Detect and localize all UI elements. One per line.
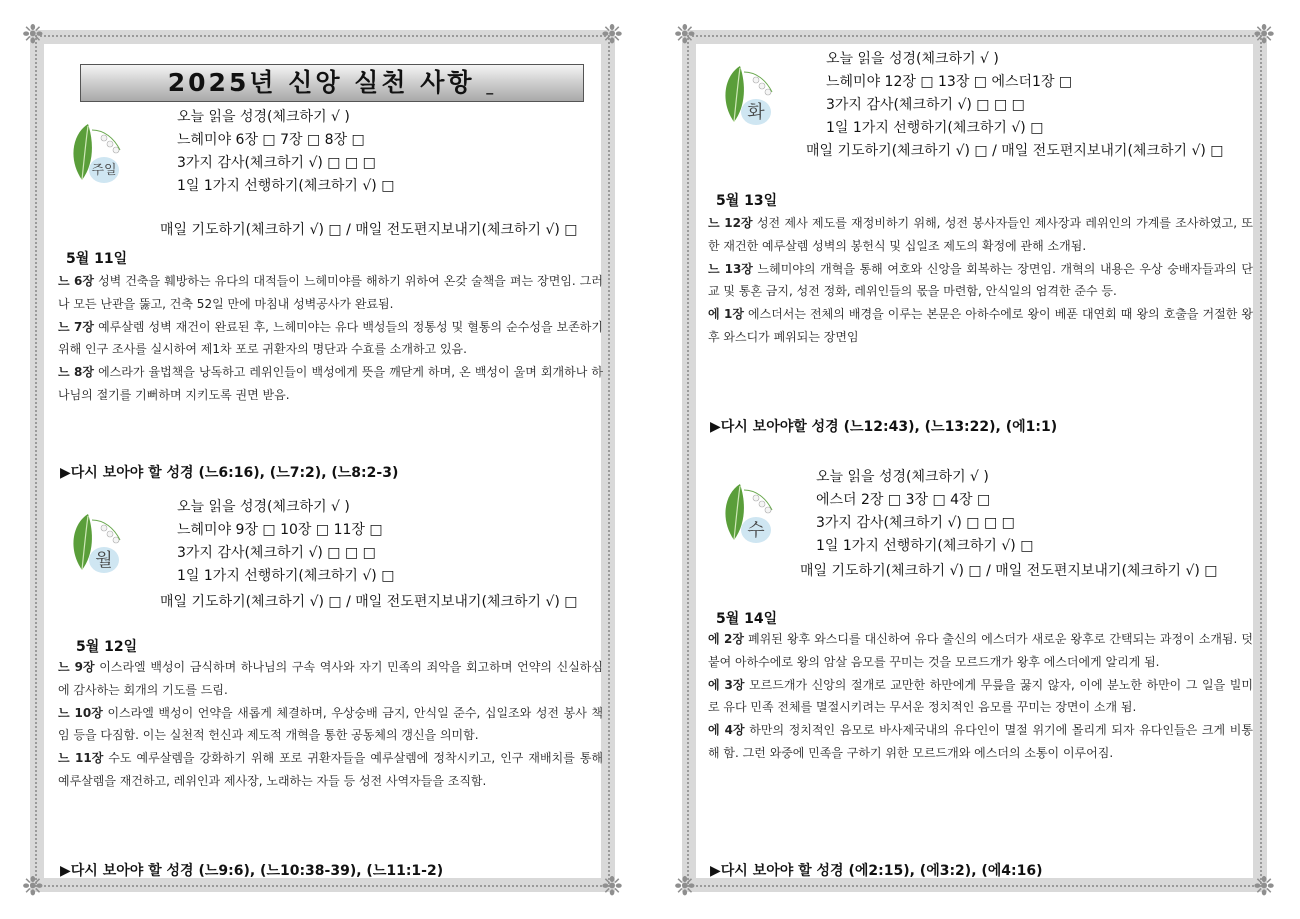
- corner-ornament-icon: ❉: [601, 20, 623, 50]
- corner-ornament-icon: ❉: [674, 872, 696, 902]
- day-checklist: [816, 466, 1033, 558]
- checklist-daily[interactable]: 매일 기도하기(체크하기 √) □ / 매일 전도편지보내기(체크하기 √) □: [806, 143, 1224, 159]
- checklist-good-deed[interactable]: 1일 1가지 선행하기(체크하기 √) □: [177, 568, 395, 584]
- paragraph-text: 이스라엘 백성이 언약을 새롭게 체결하며, 우상숭배 금지, 안식일 준수, 십일조와 성전 봉사 책임 등을 다짐함. 이는 실천적 헌신과 제도적 개혁을 통한 공동체의 갱신을 의미함.: [58, 705, 603, 743]
- right-page: [674, 20, 1275, 902]
- checklist-reading[interactable]: 느헤미야 6장 □ 7장 □ 8장 □: [177, 132, 365, 148]
- paragraph-text: 느헤미야의 개혁을 통해 여호와 신앙을 회복하는 장면임. 개혁의 내용은 우상 숭배자들과의 단교 및 통혼 금지, 성전 정화, 레위인들의 몫을 마련함, 안식일의 엄격한 준수 등.: [708, 261, 1254, 299]
- date-heading: 5월 12일: [76, 639, 138, 655]
- paragraph-text: 모르드개가 신앙의 절개로 교만한 하만에게 무릎을 꿇지 않자, 이에 분노한 하만이 그 일을 빌미로 유다 민족 전체를 멸절시키려는 무서운 정치적인 음모를 꾸미는 장면이 소개 됨.: [708, 677, 1253, 715]
- commentary: [708, 212, 1253, 349]
- paragraph-text: 에스더서는 전체의 배경을 이루는 본문은 아하수에로 왕이 베푼 대연회 때 왕의 호출을 거절한 왕후 와스디가 폐위되는 장면임: [708, 307, 1253, 344]
- chapter-ref: 에 1장: [708, 307, 744, 322]
- paragraph-text: 하만의 정치적인 음모로 바사제국내의 유다인이 멸절 위기에 몰리게 되자 유다인들은 크게 비통해 함. 그런 와중에 민족을 구하기 위한 모르드개와 에스더의 소통이 이루어짐.: [708, 723, 1253, 760]
- checklist-gratitude[interactable]: 3가지 감사(체크하기 √) □ □ □: [177, 545, 376, 561]
- checklist-good-deed[interactable]: 1일 1가지 선행하기(체크하기 √) □: [826, 120, 1044, 136]
- checklist-gratitude[interactable]: 3가지 감사(체크하기 √) □ □ □: [826, 97, 1025, 113]
- chapter-ref: 느 11장: [58, 751, 104, 766]
- review-verses: ▶다시 보아야 할 성경 (에2:15), (에3:2), (에4:16): [710, 863, 1043, 879]
- commentary-paragraph: [58, 656, 603, 702]
- date-heading: 5월 11일: [66, 251, 128, 267]
- paragraph-text: 에스라가 율법책을 낭독하고 레위인들이 백성에게 뜻을 깨닫게 하며, 온 백성이 울며 회개하나 하나님의 절기를 기뻐하며 지키도록 권면 받음.: [58, 365, 603, 402]
- lily-leaf-icon: [64, 120, 134, 190]
- day-checklist: [177, 496, 394, 588]
- checklist-daily[interactable]: 매일 기도하기(체크하기 √) □ / 매일 전도편지보내기(체크하기 √) □: [160, 594, 578, 610]
- corner-ornament-icon: ❉: [22, 872, 44, 902]
- commentary-paragraph: [708, 719, 1253, 765]
- checklist-reading[interactable]: 느헤미야 9장 □ 10장 □ 11장 □: [177, 522, 383, 538]
- chapter-ref: 에 2장: [708, 632, 744, 646]
- review-verses: ▶다시 보아야 할 성경 (느9:6), (느10:38-39), (느11:1-2): [60, 863, 444, 879]
- commentary-paragraph: [708, 212, 1253, 258]
- day-icon-label: 화: [747, 102, 765, 123]
- day-icon-label: 수: [747, 520, 765, 541]
- chapter-ref: 에 3장: [708, 677, 745, 692]
- commentary: [708, 628, 1253, 765]
- page-title: [80, 64, 584, 102]
- page-title-suffix: _: [486, 79, 497, 95]
- chapter-ref: 느 12장: [708, 216, 753, 230]
- paragraph-text: 성벽 건축을 훼방하는 유다의 대적들이 느헤미야를 해하기 위하여 온갖 술책을 펴는 장면임. 그러나 모든 난관을 뚫고, 건축 52일 만에 마침내 성벽공사가 완료됨.: [58, 274, 603, 311]
- chapter-ref: 느 10장: [58, 705, 103, 720]
- checklist-good-deed[interactable]: 1일 1가지 선행하기(체크하기 √) □: [177, 178, 395, 194]
- paragraph-text: 성전 제사 제도를 재정비하기 위해, 성전 봉사자들인 제사장과 레위인의 가계를 조사하였고, 또한 재건한 예루살렘 성벽의 봉헌식 및 십일조 제도의 확정에 관해 소개됨.: [708, 216, 1254, 253]
- corner-ornament-icon: ❉: [22, 20, 44, 50]
- commentary-paragraph: [58, 316, 603, 362]
- checklist-reading[interactable]: 느헤미야 12장 □ 13장 □ 에스더1장 □: [826, 74, 1073, 90]
- commentary-paragraph: [708, 303, 1253, 349]
- corner-ornament-icon: ❉: [1253, 872, 1275, 902]
- commentary-paragraph: [708, 628, 1253, 674]
- chapter-ref: 느 9장: [58, 660, 95, 674]
- checklist-gratitude[interactable]: 3가지 감사(체크하기 √) □ □ □: [177, 155, 376, 171]
- commentary-paragraph: [58, 702, 603, 748]
- chapter-ref: 느 7장: [58, 319, 94, 334]
- commentary-paragraph: [708, 674, 1253, 720]
- paragraph-text: 폐위된 왕후 와스디를 대신하여 유다 출신의 에스더가 새로운 왕후로 간택되는 과정이 소개됨. 덧붙여 아하수에로 왕의 암살 음모를 꾸미는 것을 모르드개가 왕후 에스더에게 알리게 됨.: [708, 632, 1253, 669]
- checklist-heading: 오늘 읽을 성경(체크하기 √ ): [177, 109, 350, 125]
- checklist-heading: 오늘 읽을 성경(체크하기 √ ): [177, 499, 350, 515]
- day-checklist: [826, 48, 1072, 140]
- day-checklist: [177, 106, 394, 198]
- corner-ornament-icon: ❉: [1253, 20, 1275, 50]
- checklist-gratitude[interactable]: 3가지 감사(체크하기 √) □ □ □: [816, 515, 1015, 531]
- commentary-paragraph: [58, 747, 603, 793]
- review-verses: ▶다시 보아야 할 성경 (느6:16), (느7:2), (느8:2-3): [60, 465, 399, 481]
- commentary: [58, 270, 603, 407]
- left-page: [22, 20, 623, 902]
- commentary-paragraph: [708, 258, 1253, 304]
- checklist-heading: 오늘 읽을 성경(체크하기 √ ): [816, 469, 989, 485]
- commentary-paragraph: [58, 361, 603, 407]
- chapter-ref: 느 6장: [58, 274, 94, 288]
- corner-ornament-icon: ❉: [674, 20, 696, 50]
- chapter-ref: 에 4장: [708, 723, 745, 738]
- day-icon-label: 주일: [91, 163, 117, 178]
- date-heading: 5월 13일: [716, 193, 778, 209]
- chapter-ref: 느 8장: [58, 365, 94, 380]
- date-heading: 5월 14일: [716, 611, 778, 627]
- paragraph-text: 수도 예루살렘을 강화하기 위해 포로 귀환자들을 예루살렘에 정착시키고, 인구 재배치를 통해 예루살렘을 재건하고, 레위인과 제사장, 노래하는 자들 등 성전 사역자들을 조직함.: [58, 751, 604, 788]
- paragraph-text: 예루살렘 성벽 재건이 완료된 후, 느헤미야는 유다 백성들의 정통성 및 혈통의 순수성을 보존하기 위해 인구 조사를 실시하여 제1차 포로 귀환자의 명단과 수효를 소개하고 있음.: [58, 319, 603, 357]
- checklist-daily[interactable]: 매일 기도하기(체크하기 √) □ / 매일 전도편지보내기(체크하기 √) □: [800, 563, 1218, 579]
- checklist-heading: 오늘 읽을 성경(체크하기 √ ): [826, 51, 999, 67]
- corner-ornament-icon: ❉: [601, 872, 623, 902]
- checklist-reading[interactable]: 에스더 2장 □ 3장 □ 4장 □: [816, 492, 991, 508]
- commentary-paragraph: [58, 270, 603, 316]
- page-title-text: 2025년 신앙 실천 사항: [167, 68, 475, 97]
- chapter-ref: 느 13장: [708, 261, 753, 276]
- review-verses: ▶다시 보아야할 성경 (느12:43), (느13:22), (에1:1): [710, 419, 1058, 435]
- checklist-good-deed[interactable]: 1일 1가지 선행하기(체크하기 √) □: [816, 538, 1034, 554]
- paragraph-text: 이스라엘 백성이 금식하며 하나님의 구속 역사와 자기 민족의 죄악을 회고하며 언약의 신실하심에 감사하는 회개의 기도를 드림.: [58, 660, 603, 697]
- day-icon-label: 월: [95, 550, 113, 571]
- checklist-daily[interactable]: 매일 기도하기(체크하기 √) □ / 매일 전도편지보내기(체크하기 √) □: [160, 222, 578, 238]
- commentary: [58, 656, 603, 793]
